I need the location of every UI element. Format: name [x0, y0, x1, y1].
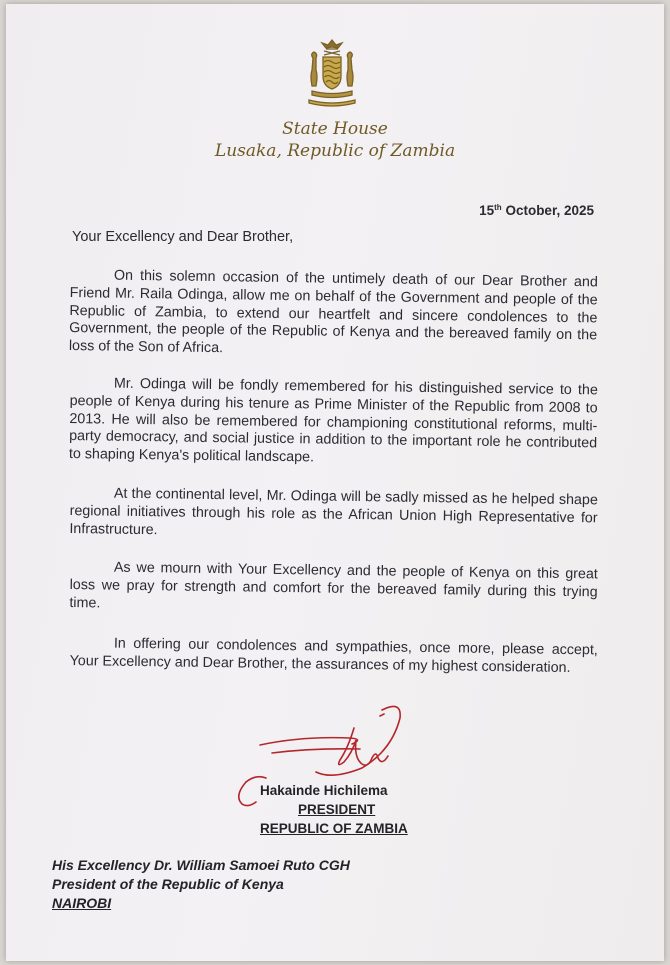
body-paragraph: In offering our condolences and sympathies, once more, please accept, Your Excellency and Dear Brother, the assurances of my highest consideration. [69, 635, 598, 676]
body-paragraph: As we mourn with Your Excellency and the people of Kenya on this great loss we pray for strength and comfort for the bereaved family during this trying time. [69, 559, 598, 612]
coat-of-arms-icon [304, 36, 360, 108]
letter-date [479, 203, 594, 218]
addressee-city: NAIROBI [52, 895, 112, 911]
letterhead-address: Lusaka, Republic of Zambia [214, 141, 456, 161]
date-suffix: th [494, 203, 502, 212]
date-month-year: October, 2025 [501, 203, 594, 218]
addressee-block [52, 856, 350, 913]
signatory-country: REPUBLIC OF ZAMBIA [260, 821, 408, 836]
signatory-title: PRESIDENT [298, 802, 376, 817]
body-paragraph: Mr. Odinga will be fondly remembered for his distinguished service to the people of Kenya during his tenure as Prime Minister of the Republic from 2008 to 2013. He will also be remembered for championing constitutional reforms, multi-party democracy, and social justice in addition to the important role he contributed to shaping Kenya's political landscape. [68, 375, 598, 466]
addressee-name: His Excellency Dr. William Samoei Ruto CGH [52, 857, 350, 873]
signatory-name: Hakainde Hichilema [260, 783, 388, 798]
signatory-block [260, 781, 408, 838]
addressee-title: President of the Republic of Kenya [52, 876, 284, 892]
letterhead-title: State House [282, 119, 388, 139]
salutation: Your Excellency and Dear Brother, [72, 229, 294, 245]
date-day: 15 [479, 203, 495, 218]
body-paragraph: At the continental level, Mr. Odinga will be sadly missed as he helped shape regional initiatives through his role as the African Union High Representative for Infrastructure. [69, 485, 598, 538]
body-paragraph: On this solemn occasion of the untimely death of our Dear Brother and Friend Mr. Raila Odinga, allow me on behalf of the Government and people of the Republic of Zambia, to extend our heartfelt and sincere condolences to the Government, the people of the Republic of Kenya and the bereaved family on the loss of the Son of Africa. [68, 267, 598, 357]
